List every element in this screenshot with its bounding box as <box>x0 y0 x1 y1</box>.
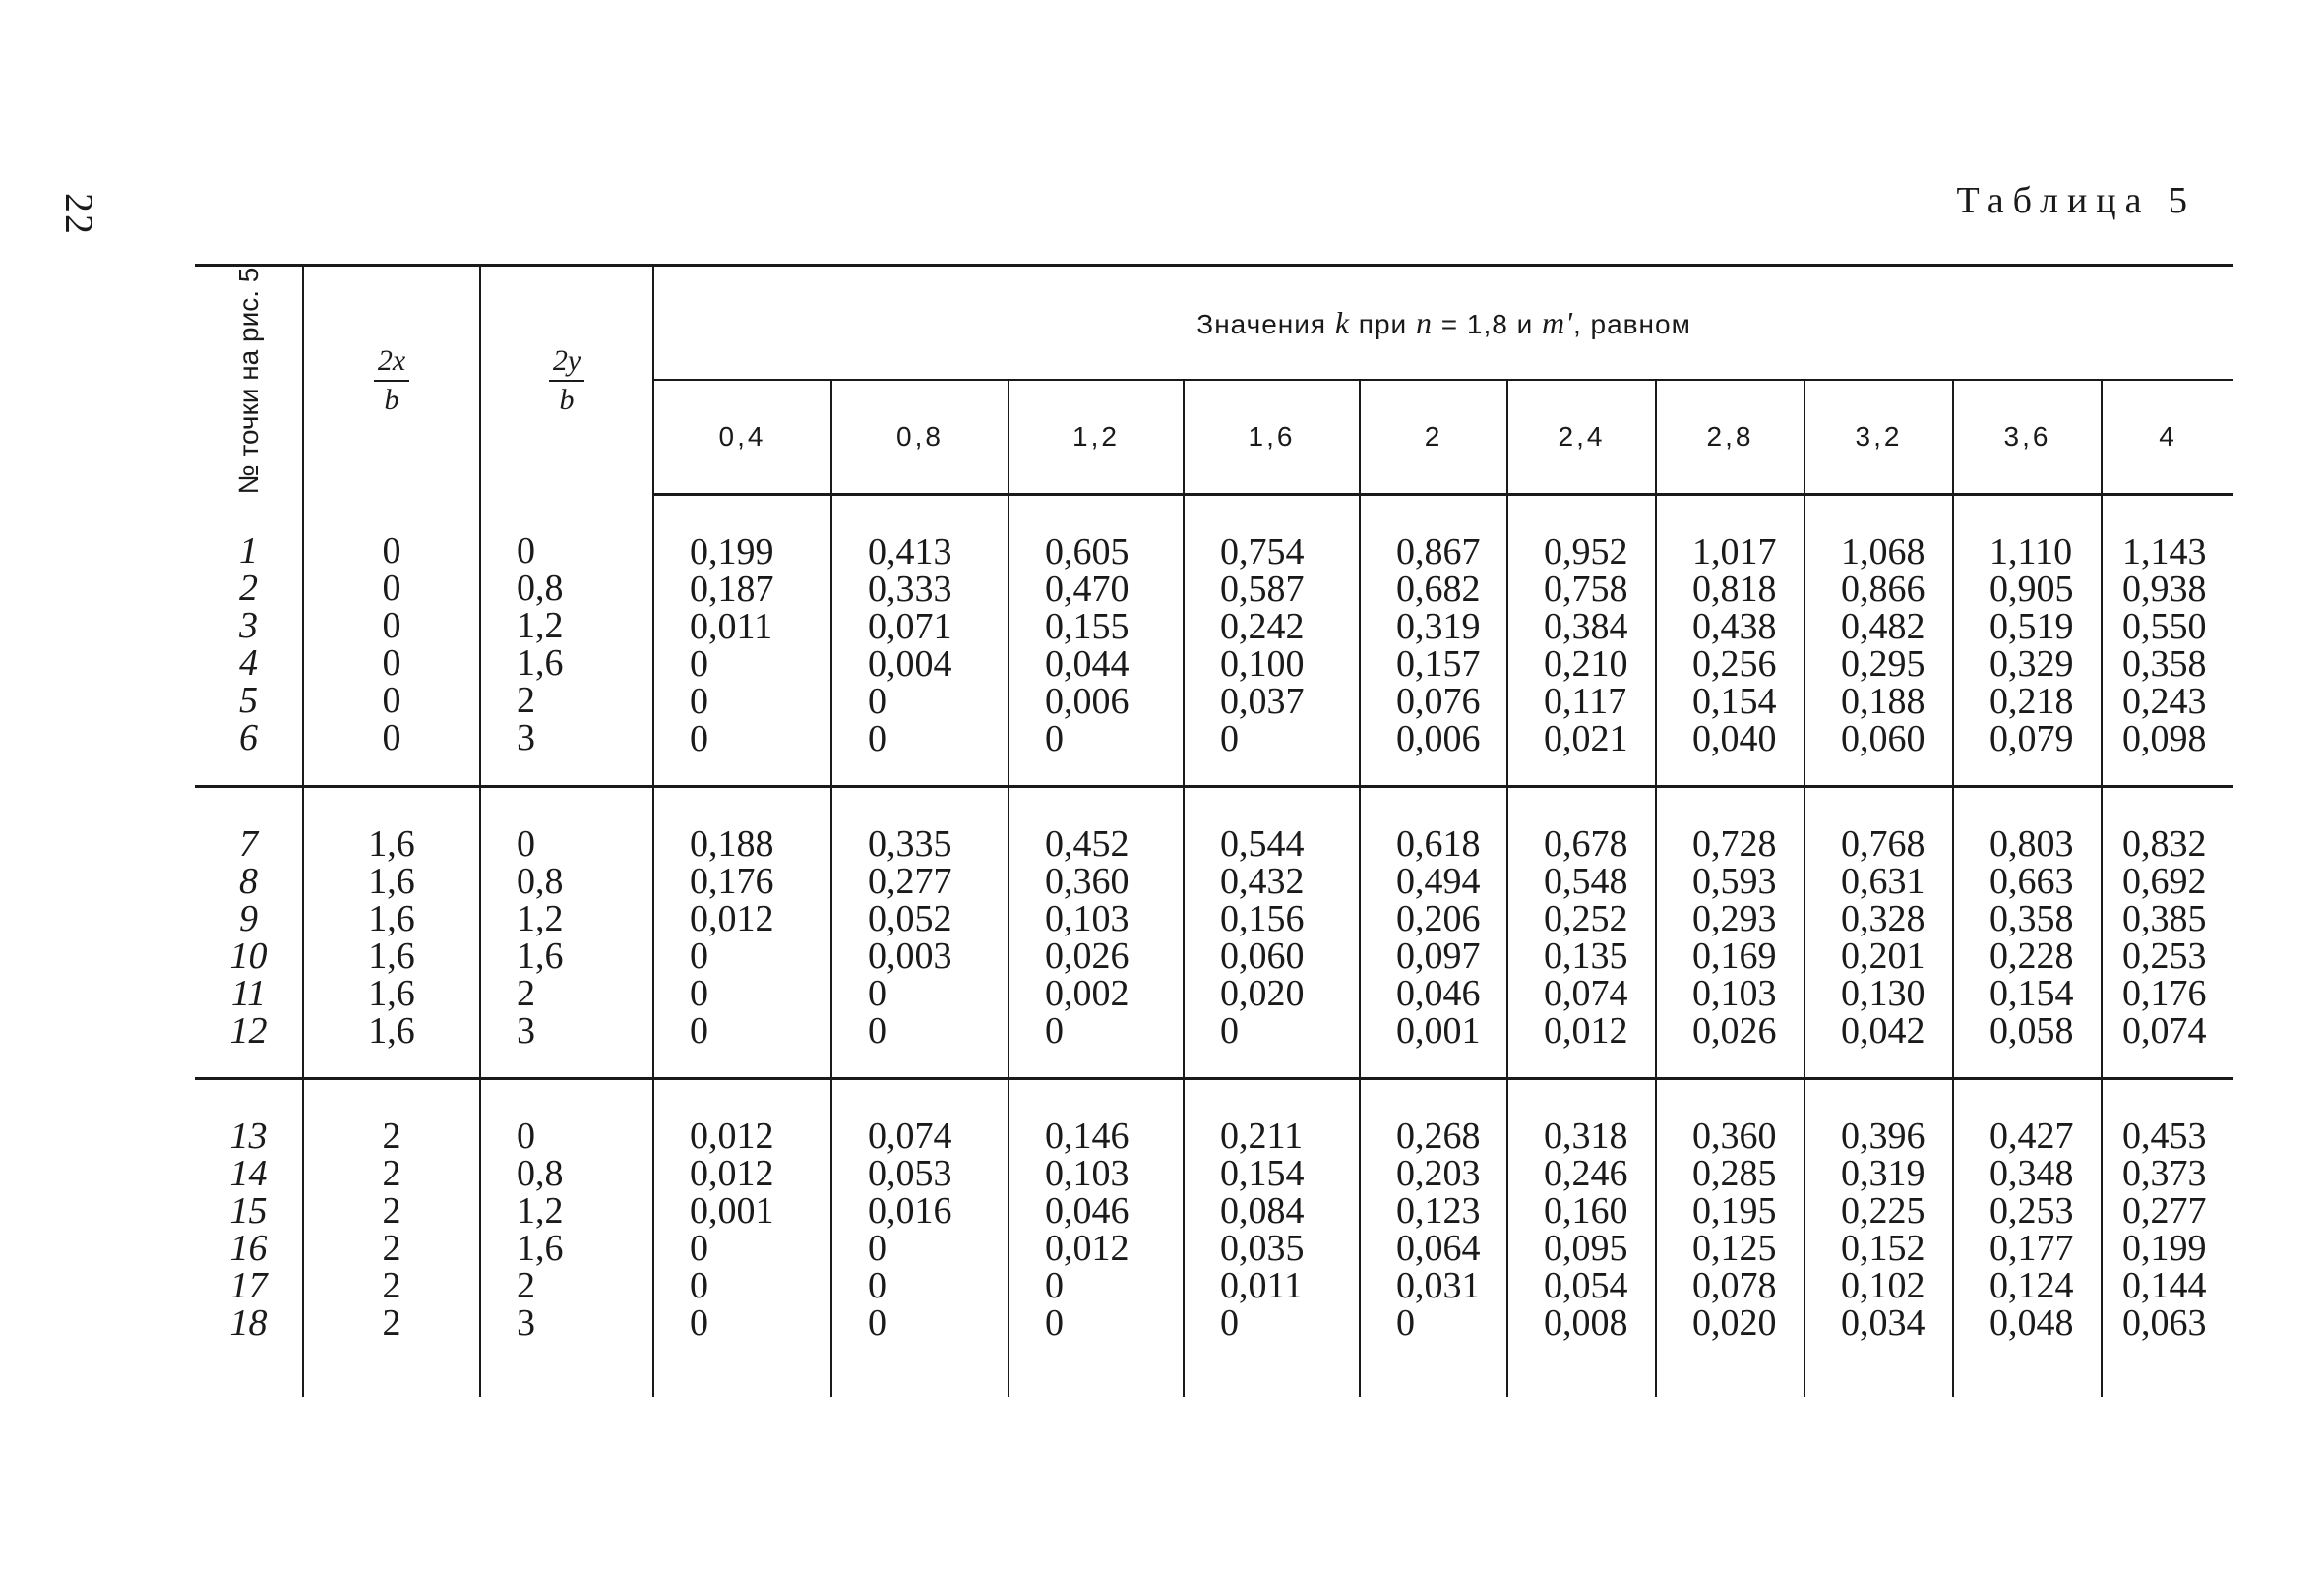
k-value-cell: 0,867 0,682 0,319 0,157 0,076 0,006 <box>1360 495 1507 787</box>
k-value-cell: 0,335 0,277 0,052 0,003 0 0 <box>831 787 1009 1079</box>
k-value-cell: 0,211 0,154 0,084 0,035 0,011 0 <box>1184 1079 1360 1398</box>
k-value-cell: 0,952 0,758 0,384 0,210 0,117 0,021 <box>1507 495 1656 787</box>
k-value-cell: 0,268 0,203 0,123 0,064 0,031 0 <box>1360 1079 1507 1398</box>
header-row-top <box>195 266 2233 381</box>
x-ratio-fraction <box>374 344 409 417</box>
k-value-cell: 1,068 0,866 0,482 0,295 0,188 0,060 <box>1804 495 1953 787</box>
k-values-group-header <box>653 266 2233 381</box>
y-ratio-fraction <box>549 344 584 417</box>
k-value-cell: 1,110 0,905 0,519 0,329 0,218 0,079 <box>1953 495 2102 787</box>
group-suffix: , равном <box>1572 308 1691 339</box>
m-value-header: 3,2 <box>1804 380 1953 495</box>
k-value-cell: 0,396 0,319 0,225 0,152 0,102 0,034 <box>1804 1079 1953 1398</box>
m-value-header: 2,4 <box>1507 380 1656 495</box>
k-value-cell: 0,728 0,593 0,293 0,169 0,103 0,026 <box>1656 787 1804 1079</box>
k-value-cell: 0,360 0,285 0,195 0,125 0,078 0,020 <box>1656 1079 1804 1398</box>
x-ratio-numerator: 2x <box>374 344 409 382</box>
m-value-header: 1,6 <box>1184 380 1360 495</box>
point-numbers-cell: 13 14 15 16 17 18 <box>195 1079 303 1398</box>
x-ratio-cell: 0 0 0 0 0 0 <box>303 495 480 787</box>
y-ratio-denominator: b <box>559 383 575 416</box>
y-ratio-numerator: 2y <box>549 344 584 382</box>
k-value-cell: 0,199 0,187 0,011 0 0 0 <box>653 495 831 787</box>
group-prefix: Значения <box>1196 308 1335 339</box>
m-value-header: 2 <box>1360 380 1507 495</box>
m-value-header: 1,2 <box>1009 380 1184 495</box>
x-ratio-denominator: b <box>384 383 399 416</box>
group-mid: при <box>1350 308 1416 339</box>
k-value-cell: 1,143 0,938 0,550 0,358 0,243 0,098 <box>2102 495 2233 787</box>
y-ratio-cell: 0 0,8 1,2 1,6 2 3 <box>480 495 653 787</box>
k-value-cell: 0,605 0,470 0,155 0,044 0,006 0 <box>1009 495 1184 787</box>
k-value-cell: 1,017 0,818 0,438 0,256 0,154 0,040 <box>1656 495 1804 787</box>
m-value-header: 2,8 <box>1656 380 1804 495</box>
table-row-block <box>195 1079 2233 1398</box>
table-caption: Таблица 5 <box>1956 180 2196 221</box>
k-value-cell: 0,832 0,692 0,385 0,253 0,176 0,074 <box>2102 787 2233 1079</box>
k-value-cell: 0,074 0,053 0,016 0 0 0 <box>831 1079 1009 1398</box>
k-value-cell: 0,188 0,176 0,012 0 0 0 <box>653 787 831 1079</box>
group-eq: = 1,8 и <box>1432 308 1543 339</box>
point-number-label: № точки на рис. 5 <box>232 267 264 495</box>
m-value-header: 0,4 <box>653 380 831 495</box>
y-ratio-cell: 0 0,8 1,2 1,6 2 3 <box>480 787 653 1079</box>
k-value-cell: 0,413 0,333 0,071 0,004 0 0 <box>831 495 1009 787</box>
k-value-cell: 0,453 0,373 0,277 0,199 0,144 0,063 <box>2122 1116 2207 1344</box>
data-table <box>195 264 2233 1397</box>
point-numbers-cell: 7 8 9 10 11 12 <box>195 787 303 1079</box>
y-ratio-cell: 0 0,8 1,2 1,6 2 3 <box>480 1079 653 1398</box>
table-row-block <box>195 495 2233 787</box>
m-value-header: 4 <box>2102 380 2233 495</box>
group-m: m' <box>1542 304 1573 340</box>
k-value-cell: 0,452 0,360 0,103 0,026 0,002 0 <box>1009 787 1184 1079</box>
k-value-cell: 0,427 0,348 0,253 0,177 0,124 0,048 <box>1953 1079 2102 1398</box>
table-row-block <box>195 787 2233 1079</box>
k-value-cell: 0,012 0,012 0,001 0 0 0 <box>653 1079 831 1398</box>
k-value-cell: 0,803 0,663 0,358 0,228 0,154 0,058 <box>1953 787 2102 1079</box>
k-value-cell: 0,146 0,103 0,046 0,012 0 0 <box>1009 1079 1184 1398</box>
point-numbers-cell: 1 2 3 4 5 6 <box>195 495 303 787</box>
k-value-cell: 0,618 0,494 0,206 0,097 0,046 0,001 <box>1360 787 1507 1079</box>
x-ratio-cell: 2 2 2 2 2 2 <box>303 1079 480 1398</box>
x-ratio-cell: 1,6 1,6 1,6 1,6 1,6 1,6 <box>303 787 480 1079</box>
k-value-cell: 0,678 0,548 0,252 0,135 0,074 0,012 <box>1507 787 1656 1079</box>
k-value-cell: 0,768 0,631 0,328 0,201 0,130 0,042 <box>1804 787 1953 1079</box>
y-ratio-header <box>480 266 653 495</box>
x-ratio-header <box>303 266 480 495</box>
k-value-cell: 0,544 0,432 0,156 0,060 0,020 0 <box>1184 787 1360 1079</box>
m-value-header: 0,8 <box>831 380 1009 495</box>
group-k: k <box>1334 304 1351 340</box>
group-n: n <box>1415 304 1433 340</box>
m-value-header: 3,6 <box>1953 380 2102 495</box>
point-number-header <box>195 266 303 495</box>
k-value-cell: 0,318 0,246 0,160 0,095 0,054 0,008 <box>1507 1079 1656 1398</box>
page-number: 22 <box>57 193 101 236</box>
k-value-cell: 0,754 0,587 0,242 0,100 0,037 0 <box>1184 495 1360 787</box>
